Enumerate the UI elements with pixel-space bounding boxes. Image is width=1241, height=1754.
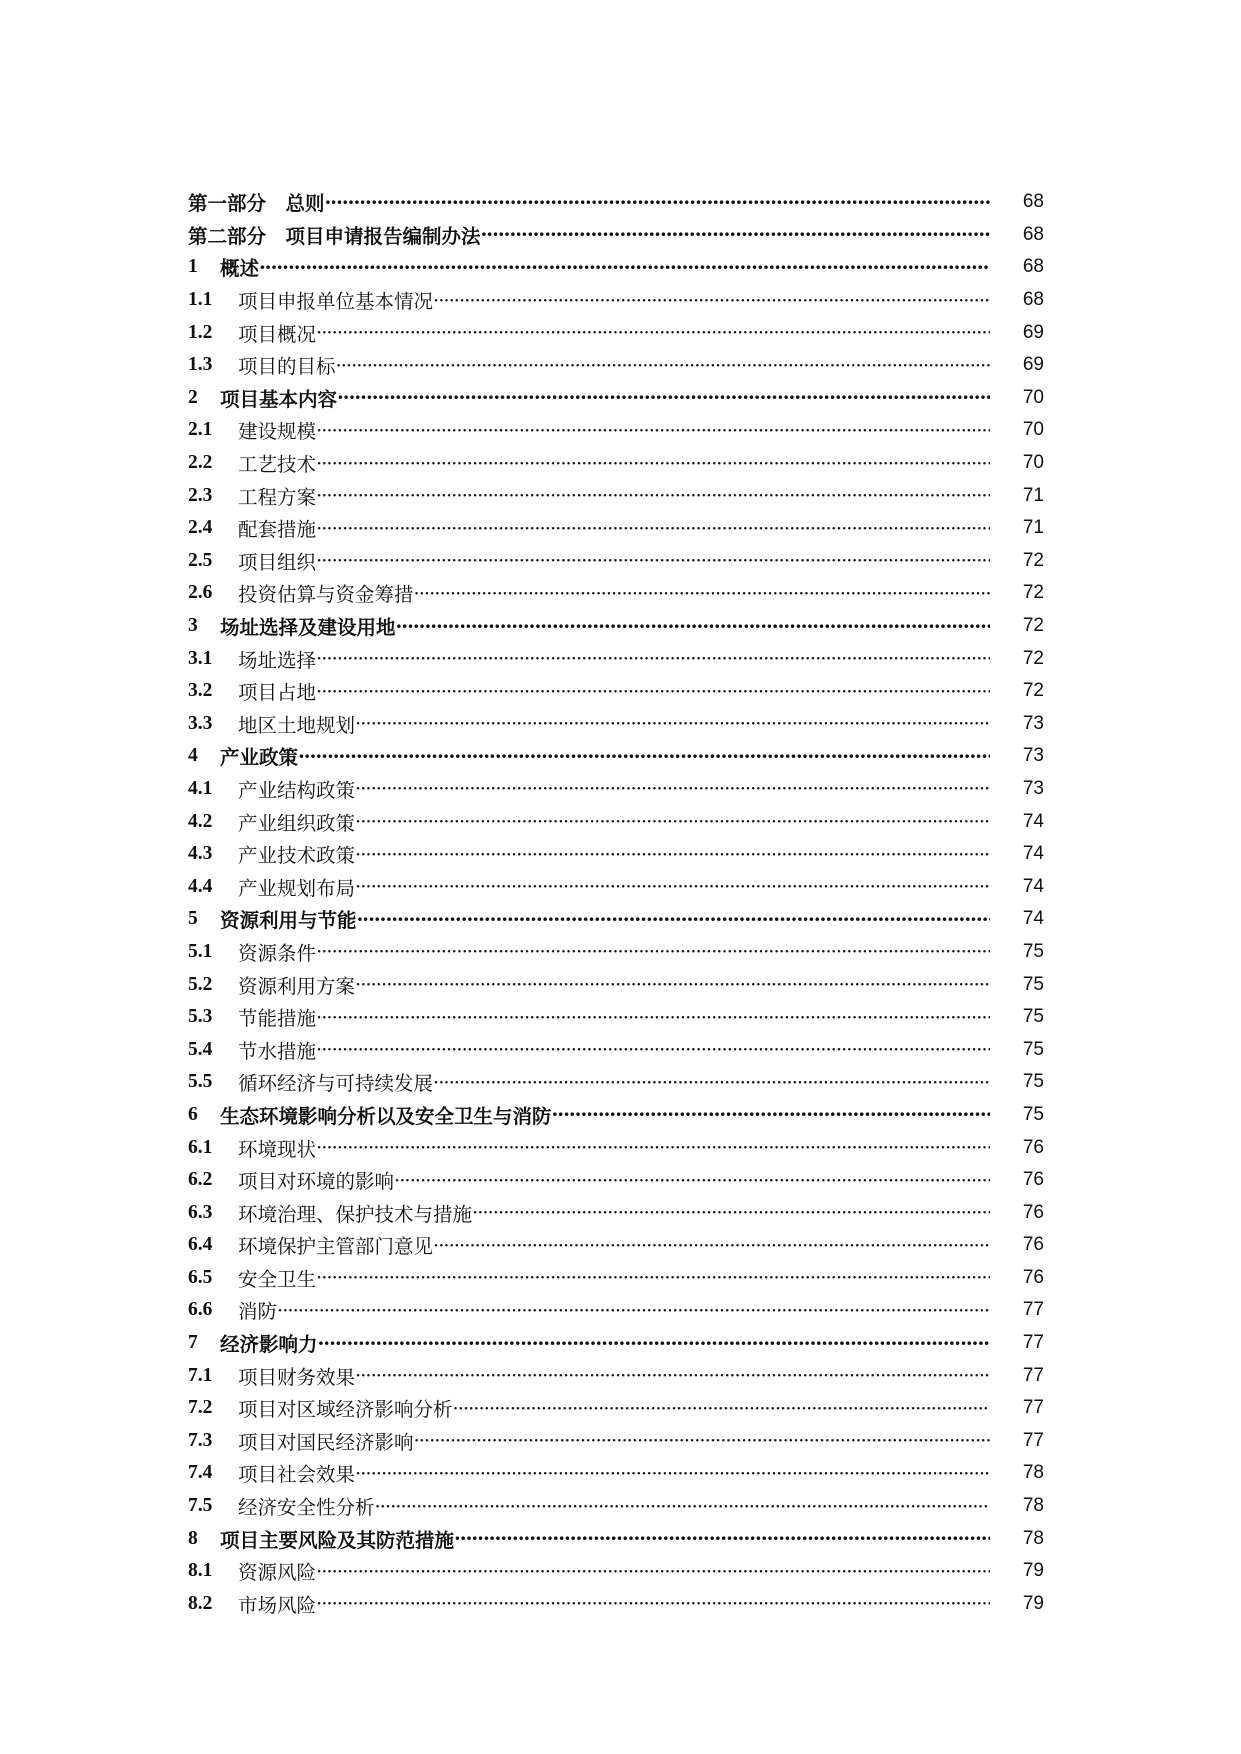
toc-entry[interactable]	[188, 316, 1044, 349]
toc-entry-page-number: 75	[1022, 1103, 1044, 1125]
toc-entry-page-number: 74	[1022, 810, 1044, 832]
toc-entry-page-number: 72	[1022, 582, 1044, 604]
toc-entry-title: 概述	[220, 257, 260, 281]
toc-entry-title: 安全卫生	[238, 1267, 317, 1291]
toc-entry-number: 3.2	[188, 680, 213, 702]
toc-entry-page-number: 76	[1022, 1136, 1044, 1158]
toc-entry-page-number: 74	[1022, 843, 1044, 865]
toc-entry[interactable]	[188, 805, 1044, 838]
dot-leader	[396, 615, 990, 638]
dot-leader	[414, 582, 990, 605]
toc-entry[interactable]	[188, 447, 1044, 480]
toc-entry-page-number: 72	[1022, 680, 1044, 702]
toc-entry-number: 8	[188, 1527, 198, 1549]
toc-entry[interactable]	[188, 414, 1044, 447]
toc-entry-page-number: 72	[1022, 615, 1044, 637]
toc-entry-title: 项目社会效果	[238, 1463, 356, 1487]
toc-entry-page-number: 70	[1022, 419, 1044, 441]
dot-leader	[355, 875, 990, 898]
dot-leader	[277, 1299, 990, 1322]
toc-entry-title: 项目主要风险及其防范措施	[220, 1528, 455, 1552]
dot-leader	[355, 1462, 990, 1485]
toc-entry-number: 5.4	[188, 1038, 213, 1060]
toc-entry-number: 7.5	[188, 1495, 213, 1517]
toc-entry-title: 产业结构政策	[238, 778, 356, 802]
toc-entry-page-number: 75	[1022, 1038, 1044, 1060]
toc-entry[interactable]	[188, 675, 1044, 708]
toc-entry[interactable]	[188, 1066, 1044, 1099]
toc-entry-number: 6.1	[188, 1136, 213, 1158]
toc-entry-title: 配套措施	[238, 518, 317, 542]
toc-entry-title: 项目的目标	[238, 355, 336, 379]
toc-entry-title: 第二部分 项目申请报告编制办法	[188, 224, 481, 248]
toc-entry-number: 4.1	[188, 777, 213, 799]
toc-entry-number: 3.1	[188, 647, 213, 669]
dot-leader	[355, 843, 990, 866]
dot-leader	[355, 973, 990, 996]
toc-entry[interactable]	[188, 1229, 1044, 1262]
toc-entry-title: 节能措施	[238, 1007, 317, 1031]
toc-entry-number: 3	[188, 615, 198, 637]
toc-entry-number: 8.2	[188, 1592, 213, 1614]
dot-leader	[355, 777, 990, 800]
toc-entry-number: 2.3	[188, 484, 213, 506]
toc-entry-page-number: 73	[1022, 712, 1044, 734]
toc-entry-title: 产业规划布局	[238, 876, 356, 900]
toc-entry-number: 5.1	[188, 940, 213, 962]
toc-entry-title: 产业技术政策	[238, 844, 356, 868]
toc-entry[interactable]	[188, 1392, 1044, 1425]
toc-entry-number: 1.3	[188, 354, 213, 376]
toc-entry-page-number: 75	[1022, 973, 1044, 995]
toc-entry-page-number: 77	[1022, 1397, 1044, 1419]
toc-entry[interactable]	[188, 1033, 1044, 1066]
toc-entry-number: 6	[188, 1103, 198, 1125]
toc-entry-page-number: 72	[1022, 549, 1044, 571]
toc-entry-title: 项目组织	[238, 550, 317, 574]
toc-entry-page-number: 78	[1022, 1527, 1044, 1549]
toc-entry[interactable]	[188, 870, 1044, 903]
toc-entry-page-number: 73	[1022, 745, 1044, 767]
toc-entry-page-number: 71	[1022, 517, 1044, 539]
toc-entry[interactable]	[188, 1327, 1044, 1360]
toc-entry-title: 项目申报单位基本情况	[238, 290, 434, 314]
dot-leader	[316, 1006, 990, 1029]
dot-leader	[355, 1364, 990, 1387]
toc-entry-page-number: 69	[1022, 321, 1044, 343]
dot-leader	[433, 1071, 990, 1094]
dot-leader	[316, 940, 990, 963]
dot-leader	[375, 1495, 990, 1518]
toc-entry[interactable]	[188, 349, 1044, 382]
toc-entry-page-number: 70	[1022, 452, 1044, 474]
toc-entry-number: 1	[188, 256, 198, 278]
toc-entry[interactable]	[188, 284, 1044, 317]
toc-entry[interactable]	[188, 1588, 1044, 1621]
toc-entry-title: 生态环境影响分析以及安全卫生与消防	[220, 1104, 552, 1128]
dot-leader	[316, 517, 990, 540]
toc-entry[interactable]	[188, 740, 1044, 773]
toc-entry[interactable]	[188, 936, 1044, 969]
toc-entry-title: 项目对国民经济影响	[238, 1430, 414, 1454]
toc-entry-title: 市场风险	[238, 1593, 317, 1617]
toc-entry-page-number: 69	[1022, 354, 1044, 376]
toc-entry-number: 2	[188, 386, 198, 408]
toc-entry-number: 6.5	[188, 1266, 213, 1288]
toc-entry-page-number: 77	[1022, 1299, 1044, 1321]
toc-entry-title: 资源条件	[238, 941, 317, 965]
toc-entry[interactable]	[188, 1522, 1044, 1555]
toc-entry-title: 经济影响力	[220, 1333, 318, 1357]
toc-entry-title: 产业政策	[220, 746, 299, 770]
toc-entry-title: 工程方案	[238, 485, 317, 509]
toc-entry-page-number: 68	[1022, 289, 1044, 311]
toc-entry-title: 投资估算与资金筹措	[238, 583, 414, 607]
toc-entry-title: 产业组织政策	[238, 811, 356, 835]
toc-entry-page-number: 78	[1022, 1495, 1044, 1517]
toc-entry-number: 5.3	[188, 1006, 213, 1028]
toc-entry-page-number: 75	[1022, 940, 1044, 962]
toc-entry-number: 2.4	[188, 517, 213, 539]
dot-leader	[298, 745, 990, 768]
toc-entry[interactable]	[188, 968, 1044, 1001]
toc-entry-page-number: 77	[1022, 1429, 1044, 1451]
toc-entry[interactable]	[188, 1425, 1044, 1458]
toc-entry-title: 项目概况	[238, 322, 317, 346]
toc-entry[interactable]	[188, 1001, 1044, 1034]
toc-entry[interactable]	[188, 838, 1044, 871]
toc-entry-page-number: 79	[1022, 1592, 1044, 1614]
dot-leader	[433, 289, 990, 312]
toc-entry-page-number: 78	[1022, 1462, 1044, 1484]
dot-leader	[454, 1527, 990, 1550]
toc-entry[interactable]	[188, 479, 1044, 512]
dot-leader	[552, 1103, 990, 1126]
dot-leader	[259, 256, 990, 279]
toc-entry-number: 2.6	[188, 582, 213, 604]
toc-entry-page-number: 77	[1022, 1332, 1044, 1354]
toc-entry[interactable]	[188, 186, 1044, 219]
dot-leader	[316, 1592, 990, 1615]
toc-entry[interactable]	[188, 1457, 1044, 1490]
toc-entry[interactable]	[188, 1099, 1044, 1132]
toc-entry[interactable]	[188, 1262, 1044, 1295]
toc-entry-title: 工艺技术	[238, 453, 317, 477]
toc-entry-page-number: 68	[1022, 191, 1044, 213]
toc-entry-number: 4.2	[188, 810, 213, 832]
toc-entry[interactable]	[188, 577, 1044, 610]
toc-entry-number: 4	[188, 745, 198, 767]
dot-leader	[316, 1038, 990, 1061]
dot-leader	[414, 1429, 990, 1452]
toc-entry-title: 循环经济与可持续发展	[238, 1072, 434, 1096]
toc-entry[interactable]	[188, 1359, 1044, 1392]
toc-entry[interactable]	[188, 219, 1044, 252]
toc-entry-number: 6.6	[188, 1299, 213, 1321]
toc-entry[interactable]	[188, 1294, 1044, 1327]
toc-entry[interactable]	[188, 382, 1044, 415]
toc-entry-number: 7.4	[188, 1462, 213, 1484]
toc-entry-page-number: 76	[1022, 1201, 1044, 1223]
toc-entry-page-number: 70	[1022, 386, 1044, 408]
toc-entry-number: 5.5	[188, 1071, 213, 1093]
toc-entry-title: 资源利用方案	[238, 974, 356, 998]
toc-entry-title: 资源风险	[238, 1561, 317, 1585]
toc-entry[interactable]	[188, 512, 1044, 545]
dot-leader	[357, 908, 990, 931]
toc-entry-title: 地区土地规划	[238, 713, 356, 737]
toc-entry[interactable]	[188, 903, 1044, 936]
dot-leader	[337, 386, 990, 409]
dot-leader	[316, 452, 990, 475]
dot-leader	[316, 419, 990, 442]
toc-entry[interactable]	[188, 545, 1044, 578]
toc-entry-page-number: 77	[1022, 1364, 1044, 1386]
dot-leader	[325, 191, 990, 214]
dot-leader	[318, 1332, 990, 1355]
toc-entry[interactable]	[188, 642, 1044, 675]
dot-leader	[316, 321, 990, 344]
toc-entry-number: 5	[188, 908, 198, 930]
toc-entry-page-number: 72	[1022, 647, 1044, 669]
toc-entry-title: 节水措施	[238, 1039, 317, 1063]
toc-entry-number: 1.2	[188, 321, 213, 343]
toc-entry-number: 2.1	[188, 419, 213, 441]
toc-entry-number: 4.3	[188, 843, 213, 865]
toc-entry-number: 7	[188, 1332, 198, 1354]
toc-entry-title: 项目对环境的影响	[238, 1170, 395, 1194]
toc-entry-page-number: 74	[1022, 908, 1044, 930]
toc-entry[interactable]	[188, 610, 1044, 643]
dot-leader	[394, 1169, 990, 1192]
toc-entry-title: 经济安全性分析	[238, 1496, 375, 1520]
toc-entry-number: 7.2	[188, 1397, 213, 1419]
dot-leader	[316, 680, 990, 703]
toc-entry-number: 6.3	[188, 1201, 213, 1223]
toc-entry-title: 建设规模	[238, 420, 317, 444]
toc-entry-page-number: 75	[1022, 1006, 1044, 1028]
dot-leader	[433, 1234, 990, 1257]
toc-entry-title: 项目对区域经济影响分析	[238, 1398, 453, 1422]
dot-leader	[453, 1397, 990, 1420]
toc-entry-title: 资源利用与节能	[220, 909, 357, 933]
toc-entry-title: 环境治理、保护技术与措施	[238, 1202, 473, 1226]
dot-leader	[472, 1201, 990, 1224]
toc-entry-page-number: 76	[1022, 1234, 1044, 1256]
toc-entry[interactable]	[188, 1164, 1044, 1197]
toc-entry-page-number: 68	[1022, 223, 1044, 245]
toc-entry[interactable]	[188, 773, 1044, 806]
toc-entry-title: 场址选择及建设用地	[220, 616, 396, 640]
toc-entry[interactable]	[188, 1555, 1044, 1588]
toc-entry[interactable]	[188, 1196, 1044, 1229]
dot-leader	[316, 1136, 990, 1159]
toc-entry-number: 7.3	[188, 1429, 213, 1451]
toc-entry-number: 1.1	[188, 289, 213, 311]
toc-entry[interactable]	[188, 708, 1044, 741]
toc-entry-title: 第一部分 总则	[188, 192, 325, 216]
toc-entry-number: 6.2	[188, 1169, 213, 1191]
toc-entry-title: 项目财务效果	[238, 1365, 356, 1389]
dot-leader	[316, 647, 990, 670]
toc-entry-number: 6.4	[188, 1234, 213, 1256]
dot-leader	[355, 712, 990, 735]
toc-entry-number: 5.2	[188, 973, 213, 995]
toc-entry-title: 项目占地	[238, 681, 317, 705]
toc-entry-page-number: 76	[1022, 1266, 1044, 1288]
toc-entry[interactable]	[188, 251, 1044, 284]
dot-leader	[316, 1560, 990, 1583]
toc-entry-page-number: 68	[1022, 256, 1044, 278]
toc-entry[interactable]	[188, 1490, 1044, 1523]
dot-leader	[316, 484, 990, 507]
toc-entry-number: 2.5	[188, 549, 213, 571]
toc-entry[interactable]	[188, 1131, 1044, 1164]
toc-entry-title: 项目基本内容	[220, 387, 338, 411]
toc-entry-page-number: 74	[1022, 875, 1044, 897]
toc-entry-title: 环境现状	[238, 1137, 317, 1161]
dot-leader	[316, 1266, 990, 1289]
dot-leader	[355, 810, 990, 833]
toc-entry-title: 消防	[238, 1300, 278, 1324]
toc-entry-page-number: 73	[1022, 777, 1044, 799]
toc-entry-number: 7.1	[188, 1364, 213, 1386]
toc-entry-number: 8.1	[188, 1560, 213, 1582]
dot-leader	[481, 223, 990, 246]
toc-entry-title: 环境保护主管部门意见	[238, 1235, 434, 1259]
toc-entry-page-number: 76	[1022, 1169, 1044, 1191]
toc-entry-page-number: 75	[1022, 1071, 1044, 1093]
toc-entry-page-number: 71	[1022, 484, 1044, 506]
dot-leader	[336, 354, 990, 377]
toc-entry-title: 场址选择	[238, 648, 317, 672]
dot-leader	[316, 549, 990, 572]
toc-entry-number: 3.3	[188, 712, 213, 734]
toc-entry-page-number: 79	[1022, 1560, 1044, 1582]
toc-entry-number: 4.4	[188, 875, 213, 897]
toc-entry-number: 2.2	[188, 452, 213, 474]
table-of-contents	[188, 186, 1044, 1620]
